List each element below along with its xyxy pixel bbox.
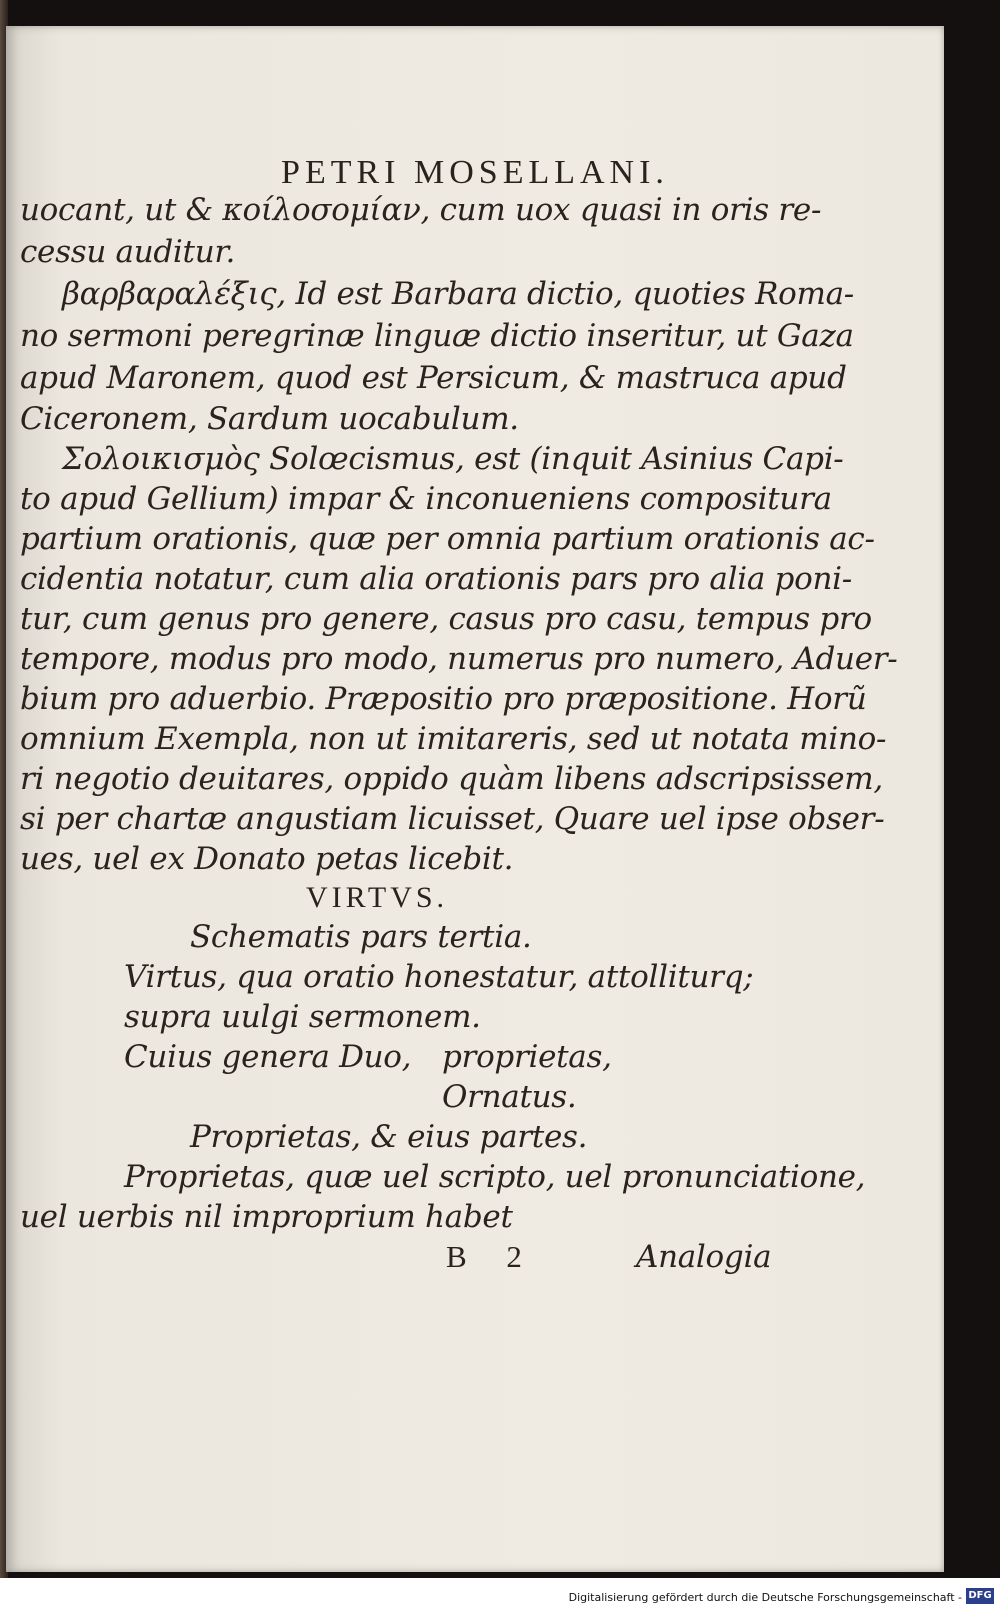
section-heading: VIRTVS. [306,881,449,914]
text-line: uocant, ut & κοίλοσομίαν, cum uox quasi in oris re- [20,192,822,228]
digitization-credit: Digitalisierung gefördert durch die Deutsche Forschungsgemeinschaft - [568,1591,962,1604]
signature-mark: B 2 [446,1239,538,1274]
text-line: bium pro aduerbio. Præpositio pro præpositione. Horũ [20,681,867,717]
section-subheading: Schematis pars tertia. [190,919,532,955]
text-line: βαρβαραλέξις, Id est Barbara dictio, quoties Roma- [62,276,854,312]
text-line: Ciceronem, Sardum uocabulum. [20,401,519,437]
definition-line: Virtus, qua oratio honestatur, attolliturq; [124,959,754,995]
dfg-logo: DFG [966,1588,994,1604]
definition-line: uel uerbis nil improprium habet [20,1199,513,1235]
running-head: PETRI MOSELLANI. [281,154,669,191]
text-line: omnium Exempla, non ut imitareris, sed ut notata mino- [20,721,887,757]
text-line: apud Maronem, quod est Persicum, & mastruca apud [20,360,847,396]
text-line: to apud Gellium) impar & inconueniens compositura [20,481,832,517]
text-line: no sermoni peregrinæ linguæ dictio inseritur, ut Gaza [20,318,854,354]
text-line: tempore, modus pro modo, numerus pro numero, Aduer- [20,641,898,677]
text-line: partium orationis, quæ per omnia partium orationis ac- [20,521,875,557]
text-line: ri negotio deuitares, oppido quàm libens adscripsissem, [20,761,883,797]
catchword: Analogia [636,1239,772,1275]
text-line: Σολοικισμὸς Solœcismus, est (inquit Asinius Capi- [62,441,844,477]
genera-item: proprietas, [442,1039,612,1075]
genera-label: Cuius genera Duo, [124,1039,412,1075]
definition-line: Proprietas, quæ uel scripto, uel pronunciatione, [124,1159,866,1195]
subsection-heading: Proprietas, & eius partes. [190,1119,588,1155]
text-line: ues, uel ex Donato petas licebit. [20,841,514,877]
text-line: si per chartæ angustiam licuisset, Quare uel ipse obser- [20,801,885,837]
definition-line: supra uulgi sermonem. [124,999,481,1035]
text-line: cessu auditur. [20,234,236,270]
text-line: tur, cum genus pro genere, casus pro casu, tempus pro [20,601,872,637]
text-line: cidentia notatur, cum alia orationis pars pro alia poni- [20,561,852,597]
genera-item: Ornatus. [442,1079,577,1115]
book-page [6,26,944,1572]
